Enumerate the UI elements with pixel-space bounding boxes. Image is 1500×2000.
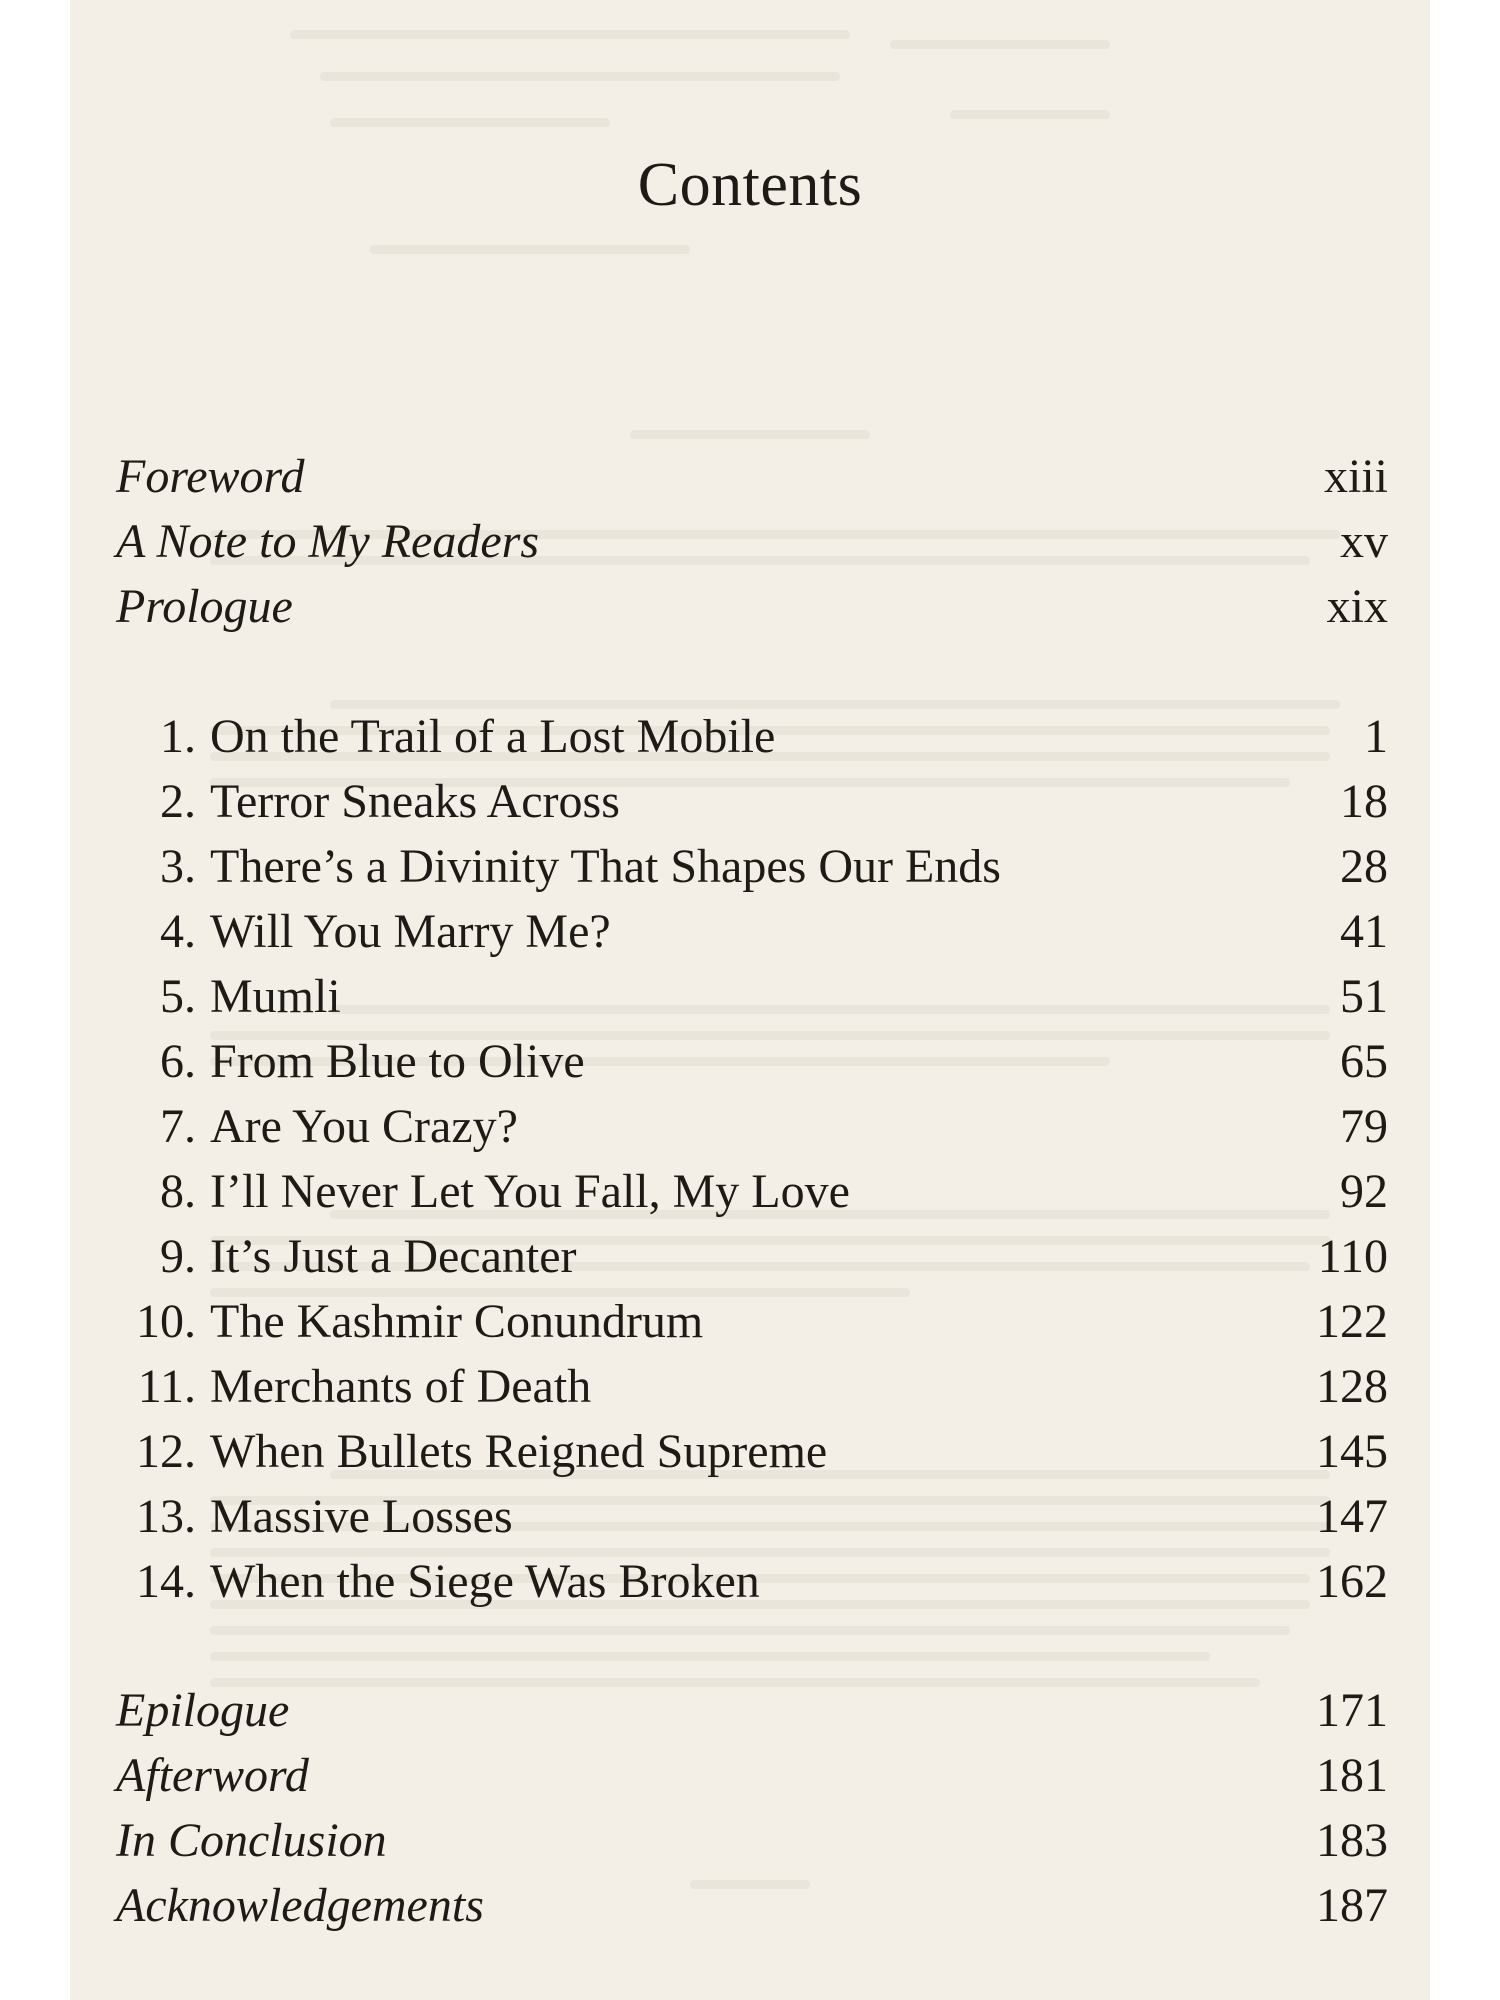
toc-entry-page: 51 (1340, 970, 1388, 1023)
chapter-number: 2. (160, 775, 196, 828)
toc-chapter (116, 1354, 1388, 1420)
toc-entry-label: Epilogue (116, 1684, 290, 1737)
toc-chapter (116, 1224, 1388, 1290)
toc-entry-afterword (116, 1743, 1388, 1809)
chapter-number: 10. (136, 1295, 196, 1348)
chapter-title: From Blue to Olive (210, 1035, 585, 1088)
toc-entry-page: 122 (1316, 1295, 1388, 1348)
toc-entry-page: 187 (1316, 1879, 1388, 1932)
chapter-number: 9. (160, 1230, 196, 1283)
toc-entry-page: 1 (1364, 710, 1388, 763)
toc-entry-label: Prologue (116, 580, 293, 633)
chapter-title: On the Trail of a Lost Mobile (210, 710, 776, 763)
chapter-title: Merchants of Death (210, 1360, 592, 1413)
chapter-title: Mumli (210, 970, 341, 1023)
toc-entry-page: xix (1326, 580, 1388, 633)
toc-entry-page: 171 (1316, 1684, 1388, 1737)
toc-entry-page: 41 (1340, 905, 1388, 958)
chapter-title: When Bullets Reigned Supreme (210, 1425, 828, 1478)
chapter-number: 1. (160, 710, 196, 763)
toc-entry-page: xiii (1323, 450, 1388, 503)
toc-entry-page: 18 (1340, 775, 1388, 828)
toc-entry-page: 79 (1340, 1100, 1388, 1153)
toc-entry-label: Acknowledgements (116, 1879, 484, 1932)
chapter-number: 8. (160, 1165, 196, 1218)
toc-chapter (116, 1419, 1388, 1485)
chapter-number: 6. (160, 1035, 196, 1088)
toc-chapter (116, 899, 1388, 965)
toc-entry-label: Foreword (116, 450, 305, 503)
toc-entry-foreword (116, 444, 1388, 510)
page-title: Contents (637, 151, 863, 219)
toc-chapter (116, 1549, 1388, 1615)
toc-entry-page: 28 (1340, 840, 1388, 893)
toc-entry-page: 128 (1316, 1360, 1388, 1413)
toc-chapter (116, 834, 1388, 900)
toc-entry-in-conclusion (116, 1808, 1388, 1874)
chapter-number: 7. (160, 1100, 196, 1153)
toc-entry-label: In Conclusion (116, 1814, 387, 1867)
book-page (70, 0, 1430, 2000)
toc-chapter (116, 1094, 1388, 1160)
chapter-number: 14. (136, 1555, 196, 1608)
toc-entry-page: 183 (1316, 1814, 1388, 1867)
toc-entry-page: 65 (1340, 1035, 1388, 1088)
chapter-title: When the Siege Was Broken (210, 1555, 760, 1608)
toc-entry-page: 181 (1316, 1749, 1388, 1802)
toc-entry-prologue (116, 574, 1388, 640)
toc-chapter (116, 769, 1388, 835)
toc-entry-acknowledgements (116, 1873, 1388, 1939)
toc-chapter (116, 1029, 1388, 1095)
toc-chapter (116, 1484, 1388, 1550)
chapter-number: 13. (136, 1490, 196, 1543)
chapter-number: 5. (160, 970, 196, 1023)
chapter-number: 12. (136, 1425, 196, 1478)
toc-entry-page: 92 (1340, 1165, 1388, 1218)
chapter-number: 4. (160, 905, 196, 958)
chapter-title: It’s Just a Decanter (210, 1230, 577, 1283)
toc-chapter (116, 704, 1388, 770)
chapter-title: Massive Losses (210, 1490, 513, 1543)
chapter-title: I’ll Never Let You Fall, My Love (210, 1165, 850, 1218)
toc-entry-page: 147 (1316, 1490, 1388, 1543)
chapter-title: The Kashmir Conundrum (210, 1295, 704, 1348)
toc-entry-note-to-readers (116, 509, 1388, 575)
toc-entry-page: 162 (1316, 1555, 1388, 1608)
chapter-title: Terror Sneaks Across (210, 775, 620, 828)
toc-chapter (116, 1289, 1388, 1355)
toc-entry-page: 145 (1316, 1425, 1388, 1478)
chapter-number: 3. (160, 840, 196, 893)
chapter-number: 11. (137, 1360, 196, 1413)
chapter-title: Are You Crazy? (210, 1100, 518, 1153)
toc-chapter (116, 1159, 1388, 1225)
toc-entry-label: Afterword (116, 1749, 309, 1802)
toc-entry-page: 110 (1317, 1230, 1388, 1283)
toc-entry-epilogue (116, 1678, 1388, 1744)
toc-chapter (116, 964, 1388, 1030)
toc-entry-label: A Note to My Readers (116, 515, 540, 568)
toc-entry-page: xv (1340, 515, 1388, 568)
chapter-title: Will You Marry Me? (210, 905, 611, 958)
chapter-title: There’s a Divinity That Shapes Our Ends (210, 840, 1001, 893)
